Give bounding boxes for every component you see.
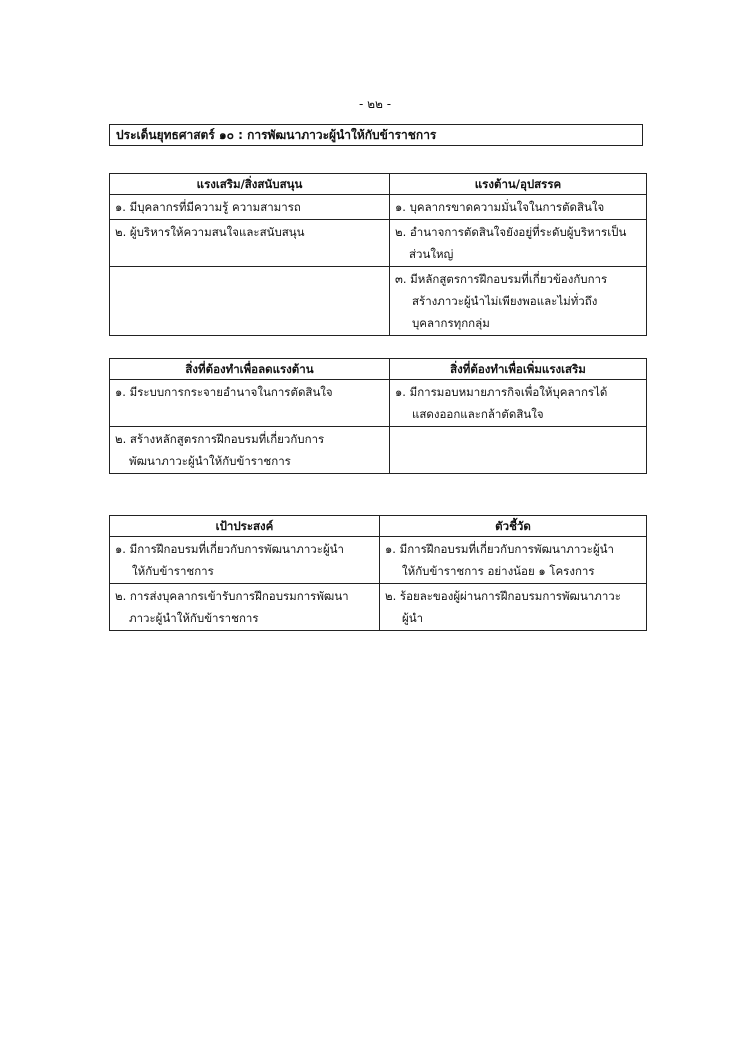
factors-table bbox=[109, 173, 647, 336]
cell-text: ๒. ร้อยละของผู้ผ่านการฝึกอบรมการพัฒนาภาวะ bbox=[385, 589, 621, 603]
table-row bbox=[110, 267, 647, 336]
cell-text: ๑. มีการมอบหมายภารกิจเพื่อให้บุคลากรได้ bbox=[395, 385, 608, 399]
cell-text: ๑. มีการฝึกอบรมที่เกี่ยวกับการพัฒนาภาวะผู้นำ bbox=[115, 542, 345, 556]
table-cell bbox=[380, 537, 647, 584]
table-cell bbox=[390, 220, 647, 267]
cell-text: ๒. ผู้บริหารให้ความสนใจและสนับสนุน bbox=[115, 225, 305, 239]
goals-table bbox=[109, 515, 647, 631]
column-header-support: แรงเสริม/สิ่งสนับสนุน bbox=[110, 174, 390, 195]
cell-text: ๓. มีหลักสูตรการฝึกอบรมที่เกี่ยวข้องกับการ bbox=[395, 272, 608, 286]
table-cell bbox=[110, 584, 380, 631]
cell-text-continued: พัฒนาภาวะผู้นำให้กับข้าราชการ bbox=[129, 454, 291, 468]
table-cell bbox=[110, 195, 390, 220]
table-cell bbox=[390, 267, 647, 336]
table-row bbox=[110, 584, 647, 631]
cell-text-continued: ผู้นำ bbox=[402, 611, 424, 625]
column-header-goal: เป้าประสงค์ bbox=[110, 516, 380, 537]
actions-table bbox=[109, 358, 647, 474]
table-cell-empty bbox=[110, 267, 390, 336]
strategy-title: ประเด็นยุทธศาสตร์ ๑๐ : การพัฒนาภาวะผู้นำให้กับข้าราชการ bbox=[109, 124, 643, 146]
table-cell bbox=[110, 427, 390, 474]
table-cell bbox=[380, 584, 647, 631]
cell-text-continued: ภาวะผู้นำให้กับข้าราชการ bbox=[129, 611, 259, 625]
cell-text: ๒. การส่งบุคลากรเข้ารับการฝึกอบรมการพัฒนา bbox=[115, 589, 349, 603]
table-row bbox=[110, 220, 647, 267]
cell-text: ๑. มีการฝึกอบรมที่เกี่ยวกับการพัฒนาภาวะผู้นำ bbox=[385, 542, 615, 556]
table-row bbox=[110, 195, 647, 220]
table-header-row bbox=[110, 174, 647, 195]
cell-text: ๑. มีระบบการกระจายอำนาจในการตัดสินใจ bbox=[115, 385, 333, 399]
column-header-obstacle: แรงต้าน/อุปสรรค bbox=[390, 174, 647, 195]
cell-text-continued: ให้กับข้าราชการ อย่างน้อย ๑ โครงการ bbox=[402, 564, 595, 578]
table-cell-empty bbox=[390, 427, 647, 474]
cell-text-continued: สร้างภาวะผู้นำไม่เพียงพอและไม่ทั่วถึง bbox=[412, 294, 598, 308]
column-header-indicator: ตัวชี้วัด bbox=[380, 516, 647, 537]
cell-text: ๑. มีบุคลากรที่มีความรู้ ความสามารถ bbox=[115, 200, 301, 214]
cell-text: ๒. อำนาจการตัดสินใจยังอยู่ที่ระดับผู้บริหารเป็น bbox=[395, 225, 627, 239]
cell-text-continued: บุคลากรทุกกลุ่ม bbox=[412, 316, 490, 330]
cell-text: ๒. สร้างหลักสูตรการฝึกอบรมที่เกี่ยวกับการ bbox=[115, 432, 325, 446]
column-header-reduce-obstacle: สิ่งที่ต้องทำเพื่อลดแรงต้าน bbox=[110, 359, 390, 380]
table-cell bbox=[390, 195, 647, 220]
table-cell bbox=[110, 537, 380, 584]
table-row bbox=[110, 537, 647, 584]
table-row bbox=[110, 427, 647, 474]
table-cell bbox=[110, 380, 390, 427]
cell-text: ๑. บุคลากรขาดความมั่นใจในการตัดสินใจ bbox=[395, 200, 605, 214]
table-row bbox=[110, 380, 647, 427]
page-number: - ๒๒ - bbox=[358, 97, 392, 111]
cell-text-continued: ส่วนใหญ่ bbox=[409, 247, 454, 261]
cell-text-continued: ให้กับข้าราชการ bbox=[132, 564, 214, 578]
cell-text-continued: แสดงออกและกล้าตัดสินใจ bbox=[412, 407, 544, 421]
table-header-row bbox=[110, 516, 647, 537]
table-header-row bbox=[110, 359, 647, 380]
column-header-increase-support: สิ่งที่ต้องทำเพื่อเพิ่มแรงเสริม bbox=[390, 359, 647, 380]
table-cell bbox=[110, 220, 390, 267]
table-cell bbox=[390, 380, 647, 427]
